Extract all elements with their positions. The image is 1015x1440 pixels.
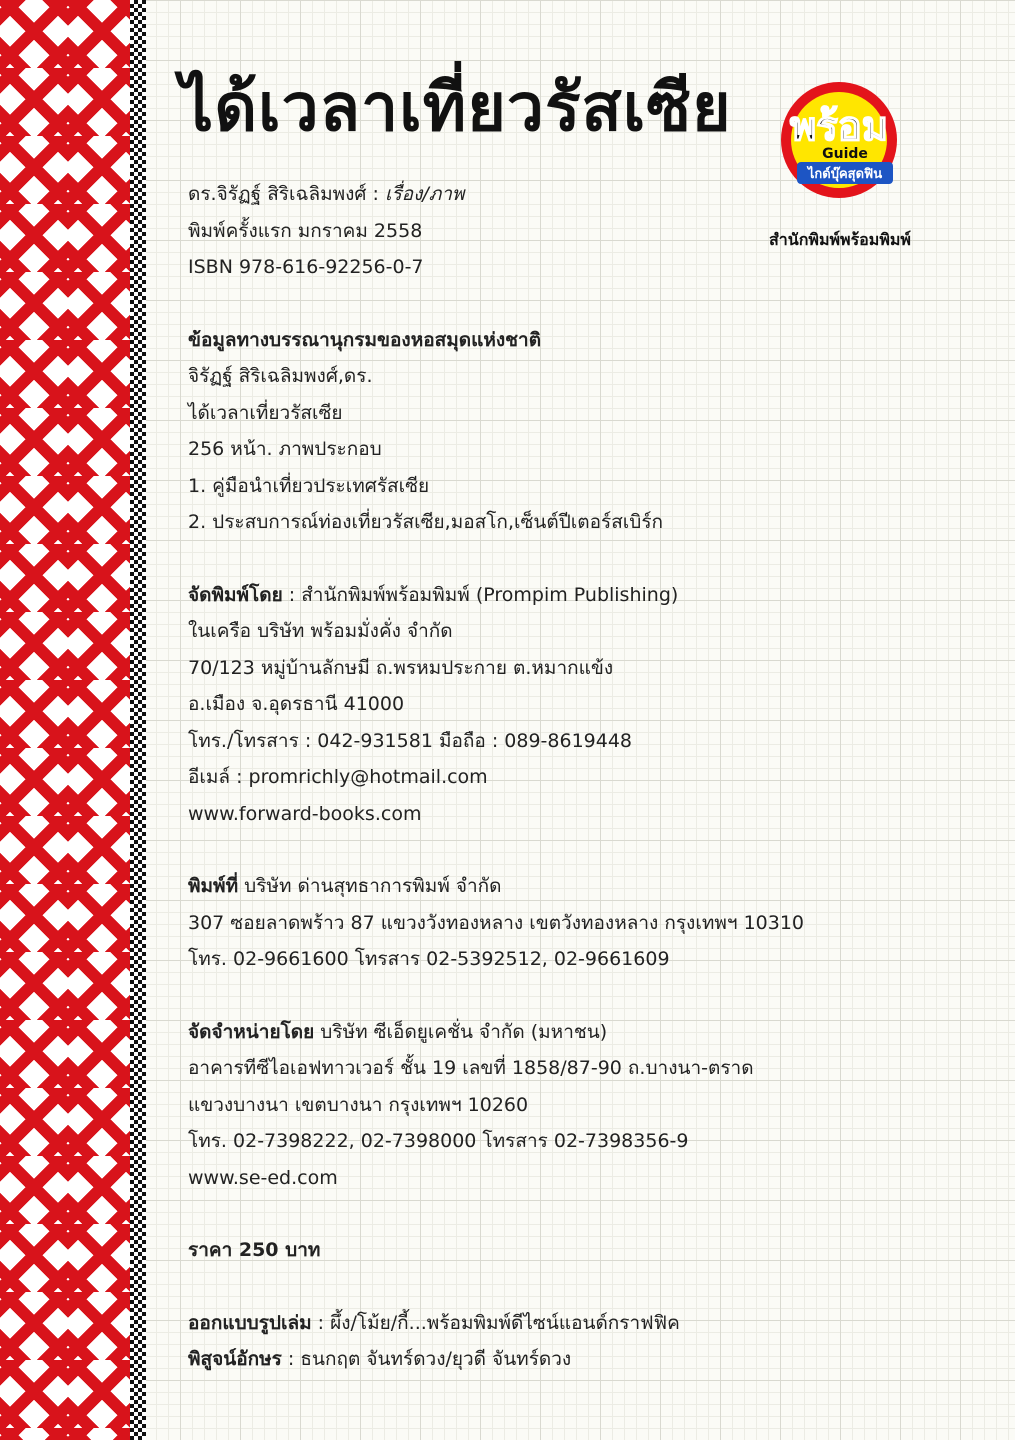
printer-value: บริษัท ด่านสุทธาการพิมพ์ จำกัด (238, 875, 502, 897)
checker-border-strip (130, 0, 146, 1440)
credit-label: พิสูจน์อักษร (188, 1348, 282, 1370)
logo-caption: สำนักพิมพ์พร้อมพิมพ์ (769, 230, 911, 249)
catalog-line: 1. คู่มือนำเที่ยวประเทศรัสเซีย (188, 474, 430, 497)
credit-label: ออกแบบรูปเล่ม (188, 1311, 312, 1334)
logo-tagline: ไกด์บุ๊คสุดฟิน (807, 167, 883, 182)
publisher-email: อีเมล์ : promrichly@hotmail.com (188, 766, 488, 788)
colophon (188, 176, 968, 1378)
distributor-value: บริษัท ซีเอ็ดยูเคชั่น จำกัด (มหาชน) (314, 1020, 608, 1043)
printer-line (188, 868, 968, 905)
publisher-label: จัดพิมพ์โดย (188, 583, 283, 606)
logo-sub-text: Guide (822, 146, 868, 162)
decorative-pattern-border (0, 0, 130, 1440)
distributor-label: จัดจำหน่ายโดย (188, 1020, 315, 1043)
publisher-detail: โทร./โทรสาร : 042-931581 มือถือ : 089-8619448 (188, 729, 633, 752)
distributor-detail: โทร. 02-7398222, 02-7398000 โทรสาร 02-7398356-9 (188, 1130, 689, 1152)
distributor-detail: อาคารทีซีไอเอฟทาวเวอร์ ชั้น 19 เลขที่ 1858/87-90 ถ.บางนา-ตราด (188, 1057, 754, 1079)
book-title: ได้เวลาเที่ยวรัสเซีย (180, 69, 732, 146)
credit-value: : ธนกฤต จันทร์ดวง/ยุวดี จันทร์ดวง (281, 1348, 572, 1370)
author-line (188, 176, 968, 213)
price: ราคา 250 บาท (188, 1239, 321, 1261)
publisher-detail: ในเครือ บริษัท พร้อมมั่งคั่ง จำกัด (188, 620, 453, 642)
publisher-website: www.forward-books.com (188, 802, 422, 825)
author-name: ดร.จิรัฏฐ์ สิริเฉลิมพงศ์ : (188, 183, 385, 205)
catalog-line: 2. ประสบการณ์ท่องเที่ยวรัสเซีย,มอสโก,เซ็นต์ปีเตอร์สเบิร์ก (188, 511, 664, 533)
author-role: เรื่อง/ภาพ (384, 183, 465, 205)
printer-label: พิมพ์ที่ (188, 875, 239, 897)
publisher-detail: อ.เมือง จ.อุดรธานี 41000 (188, 693, 405, 715)
publisher-line (188, 577, 968, 614)
publisher-detail: 70/123 หมู่บ้านลักษมี ถ.พรหมประกาย ต.หมากแข้ง (188, 656, 614, 679)
catalog-line: จิรัฏฐ์ สิริเฉลิมพงศ์,ดร. (188, 365, 373, 387)
isbn-line: ISBN 978-616-92256-0-7 (188, 256, 424, 278)
logo-main-text: พร้อม (789, 104, 889, 150)
distributor-website: www.se-ed.com (188, 1166, 338, 1189)
printer-detail: โทร. 02-9661600 โทรสาร 02-5392512, 02-9661609 (188, 948, 670, 970)
catalog-heading: ข้อมูลทางบรรณานุกรมของหอสมุดแห่งชาติ (188, 328, 542, 351)
distributor-line (188, 1014, 968, 1051)
edition-line: พิมพ์ครั้งแรก มกราคม 2558 (188, 219, 423, 242)
credit-proofread (188, 1341, 968, 1378)
catalog-line: ได้เวลาเที่ยวรัสเซีย (188, 401, 343, 424)
catalog-line: 256 หน้า. ภาพประกอบ (188, 438, 382, 460)
credit-value: : ผึ้ง/โม้ย/กี้...พร้อมพิมพ์ดีไซน์แอนด์กราฟฟิค (311, 1311, 680, 1334)
distributor-detail: แขวงบางนา เขตบางนา กรุงเทพฯ 10260 (188, 1093, 529, 1116)
credit-design (188, 1305, 968, 1342)
publisher-value: : สำนักพิมพ์พร้อมพิมพ์ (Prompim Publishing) (282, 583, 679, 606)
printer-detail: 307 ซอยลาดพร้าว 87 แขวงวังทองหลาง เขตวังทองหลาง กรุงเทพฯ 10310 (188, 911, 805, 934)
